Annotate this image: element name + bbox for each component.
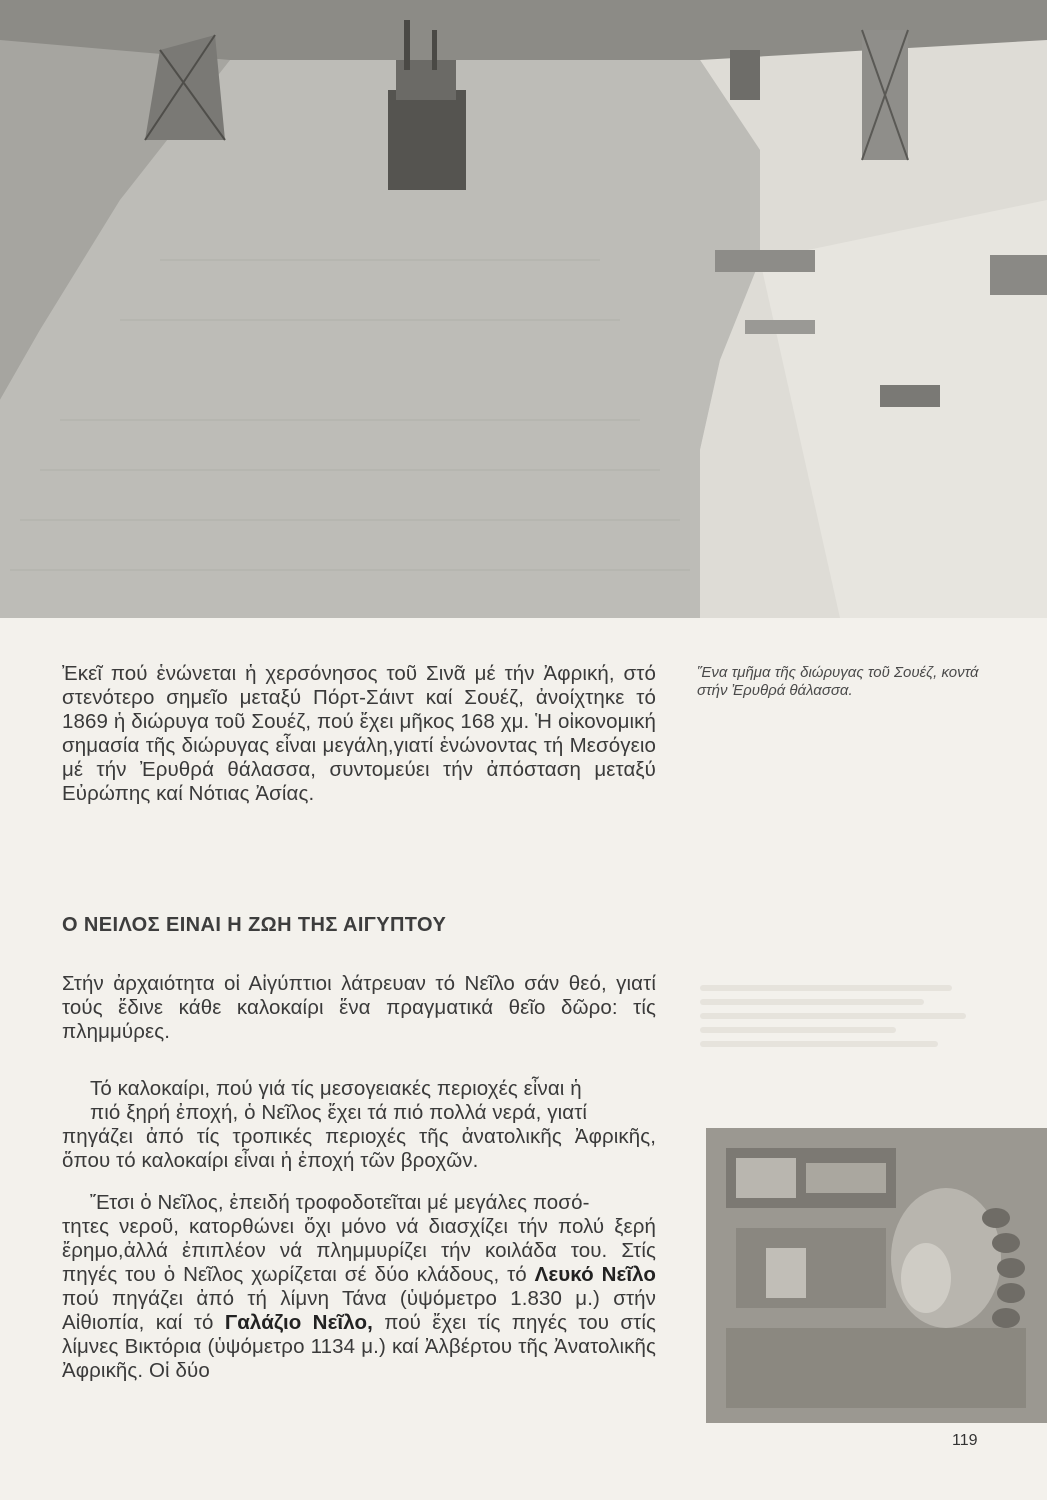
- nile-sources-paragraph-start: Ἔτσι ὁ Νεῖλος, ἐπειδή τροφοδοτεῖται μέ μεγάλες ποσό-: [90, 1191, 590, 1214]
- suez-canal-illustration: [0, 0, 1047, 618]
- suez-paragraph: Ἐκεῖ πού ἑνώνεται ἡ χερσόνησος τοῦ Σινᾶ μέ τήν Ἀφρική, στό στενότερο σημεῖο μεταξύ Πόρτ-Σάιντ καί Σουέζ, ἀνοίχτηκε τό 1869 ἡ διώρυγα τοῦ Σουέζ, πού ἔχει μῆκος 168 χμ. Ἡ οἰκονομική σημασία τῆς διώρυγας εἶναι μεγάλη,γιατί ἑνώνοντας τή Μεσόγειο μέ τήν Ἐρυθρά θάλασσα, συντομεύει τήν ἀπόσταση μεταξύ Εὐρώπης καί Νότιας Ἀσίας.: [62, 662, 656, 805]
- show-through-text: [700, 985, 980, 1115]
- white-nile-term: Λευκό Νεῖλο: [534, 1263, 656, 1286]
- suez-canal-photo: [0, 0, 1047, 618]
- nile-intro-paragraph: Στήν ἀρχαιότητα οἱ Αἰγύπτιοι λάτρευαν τό Νεῖλο σάν θεό, γιατί τούς ἔδινε κάθε καλοκαίρι ἕνα πραγματικά θεῖο δῶρο: τίς πλημμύρες.: [62, 972, 656, 1043]
- summer-paragraph-line1: Τό καλοκαίρι, πού γιά τίς μεσογειακές περιοχές εἶναι ἡ: [90, 1077, 582, 1100]
- summer-paragraph-rest: πηγάζει ἀπό τίς τροπικές περιοχές τῆς ἀνατολικῆς Ἀφρικῆς, ὅπου τό καλοκαίρι εἶναι ἡ ἐποχή τῶν βροχῶν.: [62, 1125, 656, 1172]
- nile-sources-text-3: πού ἔχει τίς πηγές του στίς λίμνες Βικτόρια (ὑψόμετρο 1134 μ.) καί Ἀλβέρτου τῆς Ἀνατολικῆς Ἀφρικῆς. Οἱ δύο: [62, 1311, 657, 1382]
- section-heading: Ο ΝΕΙΛΟΣ ΕΙΝΑΙ Η ΖΩΗ ΤΗΣ ΑΙΓΥΠΤΟΥ: [62, 914, 447, 936]
- summer-paragraph-line2: πιό ξηρή ἐποχή, ὁ Νεῖλος ἔχει τά πιό πολλά νερά, γιατί: [90, 1101, 588, 1124]
- nile-sources-text-1: τητες νεροῦ, κατορθώνει ὄχι μόνο νά διασχίζει τήν πολύ ξερή ἔρημο,ἀλλά ἐπιπλέον νά πλημμυρίζει τήν κοιλάδα του. Στίς πηγές του ὁ Νεῖλος χωρίζεται σέ δύο κλάδους, τό: [62, 1215, 656, 1286]
- nile-sources-text-2: πού πηγάζει ἀπό τή λίμνη Τάνα (ὑψόμετρο 1.830 μ.) στήν Αἰθιοπία, καί τό: [62, 1287, 656, 1334]
- blue-nile-term: Γαλάζιο Νεῖλο,: [224, 1311, 373, 1334]
- page-number: 119: [952, 1432, 978, 1449]
- summer-paragraph-start: [90, 1077, 656, 1125]
- nile-sources-paragraph-rest: [62, 1215, 656, 1383]
- egyptian-relief-photo: [706, 1128, 1047, 1423]
- photo-caption: Ἕνα τμῆμα τῆς διώρυγας τοῦ Σουέζ, κοντά στήν Ἐρυθρά θάλασσα.: [697, 664, 979, 699]
- egyptian-relief-illustration: [706, 1128, 1047, 1423]
